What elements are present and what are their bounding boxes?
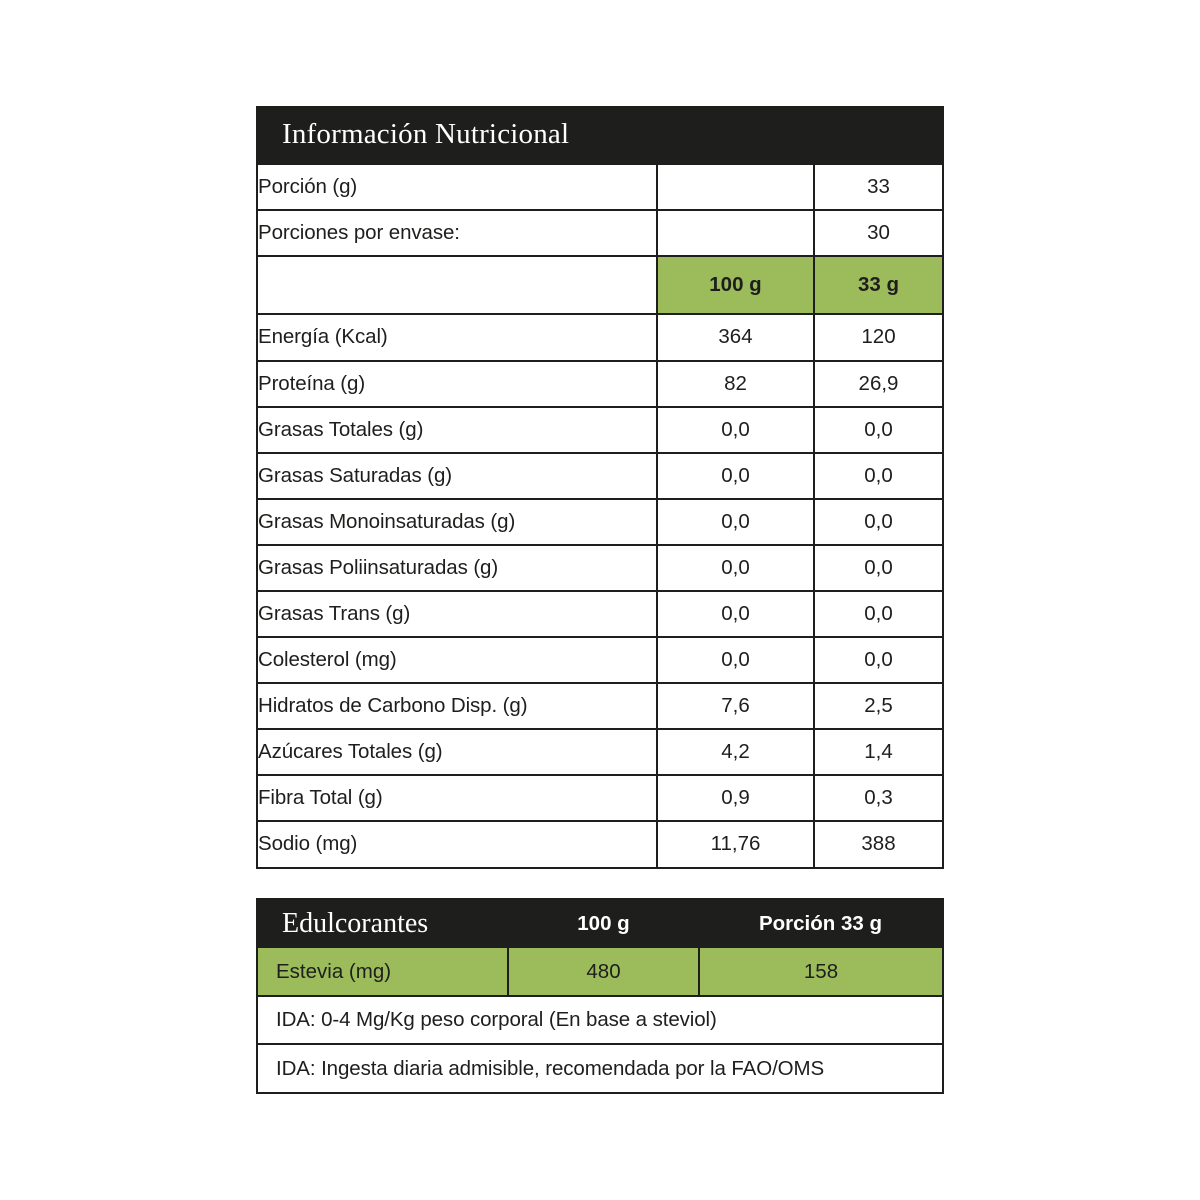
row-value-100g: 0,0 [657, 545, 814, 591]
units-header-blank [258, 256, 657, 314]
row-value-33g: 158 [699, 948, 942, 996]
ida-reference-note: IDA: Ingesta diaria admisible, recomendada por la FAO/OMS [258, 1044, 942, 1092]
table-row [258, 729, 942, 775]
row-value-33g: 0,0 [814, 637, 942, 683]
sweeteners-table [258, 900, 942, 1092]
sweeteners-panel [256, 898, 944, 1094]
table-row [258, 683, 942, 729]
row-value-100g: 82 [657, 361, 814, 407]
row-label: Estevia (mg) [258, 948, 508, 996]
row-value-100g: 0,0 [657, 591, 814, 637]
row-value-33g: 0,0 [814, 453, 942, 499]
nutrition-panel-title: Información Nutricional [258, 108, 942, 163]
row-value-33g: 0,3 [814, 775, 942, 821]
row-value-33g: 2,5 [814, 683, 942, 729]
table-row-ida-reference [258, 1044, 942, 1092]
row-value-100g: 11,76 [657, 821, 814, 867]
sweeteners-table-body [258, 900, 942, 1092]
row-value-100g: 4,2 [657, 729, 814, 775]
row-value-100g [657, 164, 814, 210]
sweeteners-header-portion: Porción 33 g [699, 900, 942, 948]
row-value-100g: 364 [657, 314, 814, 361]
row-value-33g: 0,0 [814, 499, 942, 545]
table-row [258, 499, 942, 545]
row-value-33g: 0,0 [814, 591, 942, 637]
nutrition-table-body [258, 164, 942, 867]
row-label: Grasas Totales (g) [258, 407, 657, 453]
row-label: Energía (Kcal) [258, 314, 657, 361]
table-row-units-header [258, 256, 942, 314]
row-value-33g: 26,9 [814, 361, 942, 407]
units-header-100g: 100 g [657, 256, 814, 314]
row-value-33g: 388 [814, 821, 942, 867]
row-value-100g: 480 [508, 948, 699, 996]
nutrition-table [258, 163, 942, 867]
row-label: Grasas Poliinsaturadas (g) [258, 545, 657, 591]
row-value-33g: 0,0 [814, 545, 942, 591]
row-value-100g: 0,0 [657, 637, 814, 683]
table-row [258, 821, 942, 867]
table-row [258, 361, 942, 407]
row-value-33g: 30 [814, 210, 942, 256]
ida-definition-note: IDA: 0-4 Mg/Kg peso corporal (En base a steviol) [258, 996, 942, 1044]
row-value-33g: 120 [814, 314, 942, 361]
row-label: Proteína (g) [258, 361, 657, 407]
nutrition-facts-panel [256, 106, 944, 869]
table-row [258, 314, 942, 361]
row-label: Colesterol (mg) [258, 637, 657, 683]
table-row-ida-note [258, 996, 942, 1044]
row-label: Porción (g) [258, 164, 657, 210]
row-value-33g: 33 [814, 164, 942, 210]
table-row [258, 453, 942, 499]
table-row-porciones-por-envase [258, 210, 942, 256]
table-row [258, 637, 942, 683]
row-value-100g: 0,0 [657, 407, 814, 453]
row-value-100g: 0,0 [657, 453, 814, 499]
row-value-100g: 7,6 [657, 683, 814, 729]
units-header-33g: 33 g [814, 256, 942, 314]
row-value-33g: 1,4 [814, 729, 942, 775]
table-row [258, 545, 942, 591]
sweeteners-header-100g: 100 g [508, 900, 699, 948]
row-label: Grasas Trans (g) [258, 591, 657, 637]
table-row [258, 775, 942, 821]
row-value-100g [657, 210, 814, 256]
row-label: Grasas Monoinsaturadas (g) [258, 499, 657, 545]
row-value-100g: 0,0 [657, 499, 814, 545]
sweeteners-title: Edulcorantes [258, 900, 508, 948]
row-label: Sodio (mg) [258, 821, 657, 867]
table-row [258, 591, 942, 637]
row-label: Azúcares Totales (g) [258, 729, 657, 775]
row-label: Fibra Total (g) [258, 775, 657, 821]
row-value-33g: 0,0 [814, 407, 942, 453]
table-row [258, 407, 942, 453]
row-label: Porciones por envase: [258, 210, 657, 256]
table-row-estevia [258, 948, 942, 996]
row-label: Hidratos de Carbono Disp. (g) [258, 683, 657, 729]
row-label: Grasas Saturadas (g) [258, 453, 657, 499]
table-row-sweeteners-header [258, 900, 942, 948]
table-row-porcion [258, 164, 942, 210]
row-value-100g: 0,9 [657, 775, 814, 821]
